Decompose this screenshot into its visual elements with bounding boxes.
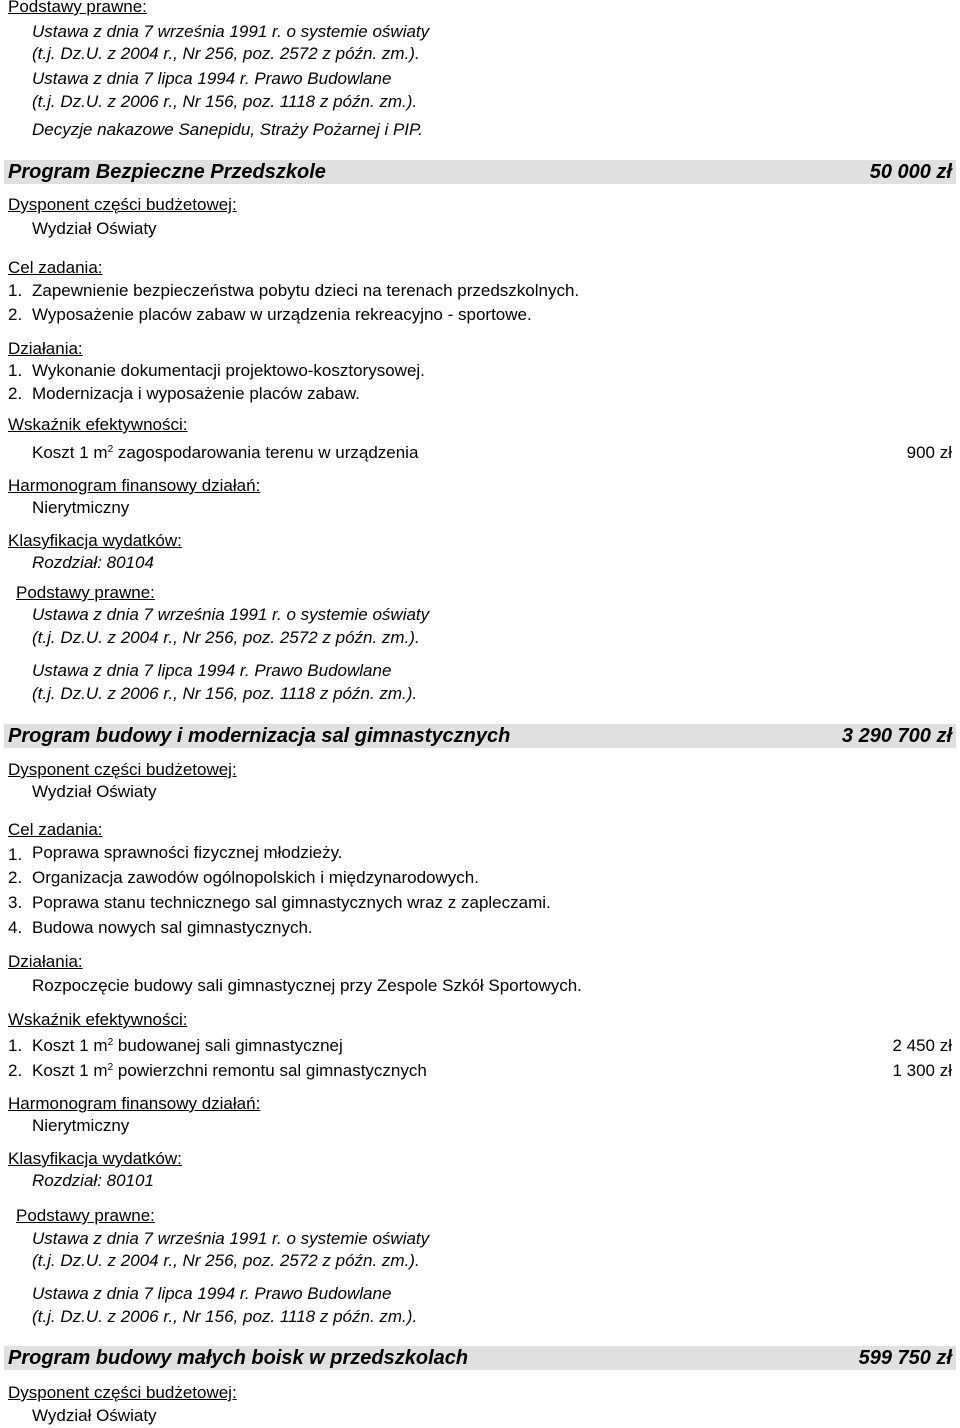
program-title: Program budowy małych boisk w przedszkolach: [8, 1347, 469, 1369]
program-title: Program budowy i modernizacja sal gimnastycznych: [8, 725, 511, 747]
indicator-text: budowanej sali gimnastycznej: [113, 1036, 343, 1055]
indicator-item: [32, 1036, 343, 1056]
dysponent-value: Wydział Oświaty: [32, 782, 157, 801]
goal-item: Budowa nowych sal gimnastycznych.: [32, 918, 313, 937]
superscript: 2: [107, 444, 114, 455]
classification-value: Rozdział: 80104: [32, 553, 154, 572]
legal-basis-heading: Podstawy prawne:: [16, 583, 155, 602]
goal-item-number: 3.: [8, 893, 23, 912]
classification-heading: Klasyfikacja wydatków:: [8, 531, 182, 550]
dysponent-value: Wydział Oświaty: [32, 1406, 157, 1425]
schedule-value: Nierytmiczny: [32, 498, 130, 517]
indicator-value: 2 450 zł: [892, 1036, 952, 1055]
schedule-heading: Harmonogram finansowy działań:: [8, 476, 261, 495]
program-title: Program Bezpieczne Przedszkole: [8, 161, 326, 183]
program-amount: 599 750 zł: [858, 1347, 952, 1369]
legal-basis-line: (t.j. Dz.U. z 2004 r., Nr 256, poz. 2572 z późn. zm.).: [32, 628, 420, 647]
indicator-text: powierzchni remontu sal gimnastycznych: [113, 1061, 427, 1080]
indicator-value: 900 zł: [906, 443, 952, 462]
indicator-heading: Wskaźnik efektywności:: [8, 1010, 188, 1029]
legal-basis-line: (t.j. Dz.U. z 2004 r., Nr 256, poz. 2572 z późn. zm.).: [32, 1251, 420, 1270]
indicator-heading: Wskaźnik efektywności:: [8, 415, 188, 434]
goal-item: Wyposażenie placów zabaw w urządzenia rekreacyjno - sportowe.: [32, 305, 532, 324]
schedule-value: Nierytmiczny: [32, 1116, 130, 1135]
actions-heading: Działania:: [8, 339, 83, 358]
legal-basis-line: Decyzje nakazowe Sanepidu, Straży Pożarnej i PIP.: [32, 120, 423, 139]
indicator-text: Koszt 1 m: [32, 1061, 108, 1080]
classification-value: Rozdział: 80101: [32, 1171, 154, 1190]
indicator-item-number: 2.: [8, 1061, 23, 1080]
legal-basis-line: Ustawa z dnia 7 września 1991 r. o systemie oświaty: [32, 22, 430, 41]
legal-basis-line: Ustawa z dnia 7 lipca 1994 r. Prawo Budowlane: [32, 661, 392, 680]
indicator-text: Koszt 1 m: [32, 1036, 108, 1055]
indicator-text: zagospodarowania terenu w urządzenia: [113, 443, 419, 462]
legal-basis-line: (t.j. Dz.U. z 2006 r., Nr 156, poz. 1118 z późn. zm.).: [32, 92, 418, 111]
schedule-heading: Harmonogram finansowy działań:: [8, 1094, 261, 1113]
dysponent-value: Wydział Oświaty: [32, 219, 157, 238]
action-item-number: 1.: [8, 361, 23, 380]
legal-basis-line: Ustawa z dnia 7 lipca 1994 r. Prawo Budowlane: [32, 69, 392, 88]
goal-item-number: 1.: [8, 845, 23, 864]
indicator-item: [32, 1061, 427, 1081]
action-item: Rozpoczęcie budowy sali gimnastycznej przy Zespole Szkół Sportowych.: [32, 976, 582, 995]
indicator-text: Koszt 1 m: [32, 443, 108, 462]
legal-basis-line: Ustawa z dnia 7 lipca 1994 r. Prawo Budowlane: [32, 1284, 392, 1303]
goal-heading: Cel zadania:: [8, 258, 103, 277]
classification-heading: Klasyfikacja wydatków:: [8, 1149, 182, 1168]
legal-basis-line: Ustawa z dnia 7 września 1991 r. o systemie oświaty: [32, 1229, 430, 1248]
actions-heading: Działania:: [8, 952, 83, 971]
dysponent-heading: Dysponent części budżetowej:: [8, 760, 237, 779]
goal-item: Zapewnienie bezpieczeństwa pobytu dzieci na terenach przedszkolnych.: [32, 281, 580, 300]
program-amount: 50 000 zł: [869, 161, 952, 183]
goal-heading: Cel zadania:: [8, 820, 103, 839]
action-item: Modernizacja i wyposażenie placów zabaw.: [32, 384, 360, 403]
legal-basis-line: (t.j. Dz.U. z 2006 r., Nr 156, poz. 1118 z późn. zm.).: [32, 1307, 418, 1326]
goal-item-number: 2.: [8, 868, 23, 887]
program-amount: 3 290 700 zł: [841, 725, 952, 747]
indicator-item: [32, 443, 418, 463]
indicator-item-number: 1.: [8, 1036, 23, 1055]
dysponent-heading: Dysponent części budżetowej:: [8, 1383, 237, 1402]
superscript: 2: [107, 1062, 114, 1073]
goal-item-number: 2.: [8, 305, 23, 324]
action-item-number: 2.: [8, 384, 23, 403]
legal-basis-line: (t.j. Dz.U. z 2004 r., Nr 256, poz. 2572 z późn. zm.).: [32, 44, 420, 63]
goal-item-number: 4.: [8, 918, 23, 937]
superscript: 2: [107, 1037, 114, 1048]
indicator-value: 1 300 zł: [892, 1061, 952, 1080]
goal-item: Poprawa stanu technicznego sal gimnastycznych wraz z zapleczami.: [32, 893, 551, 912]
goal-item: Organizacja zawodów ogólnopolskich i międzynarodowych.: [32, 868, 479, 887]
legal-basis-heading: Podstawy prawne:: [8, 0, 147, 16]
dysponent-heading: Dysponent części budżetowej:: [8, 195, 237, 214]
action-item: Wykonanie dokumentacji projektowo-kosztorysowej.: [32, 361, 425, 380]
goal-item: Poprawa sprawności fizycznej młodzieży.: [32, 843, 343, 862]
legal-basis-line: (t.j. Dz.U. z 2006 r., Nr 156, poz. 1118 z późn. zm.).: [32, 684, 418, 703]
legal-basis-heading: Podstawy prawne:: [16, 1206, 155, 1225]
legal-basis-line: Ustawa z dnia 7 września 1991 r. o systemie oświaty: [32, 605, 430, 624]
goal-item-number: 1.: [8, 281, 23, 300]
